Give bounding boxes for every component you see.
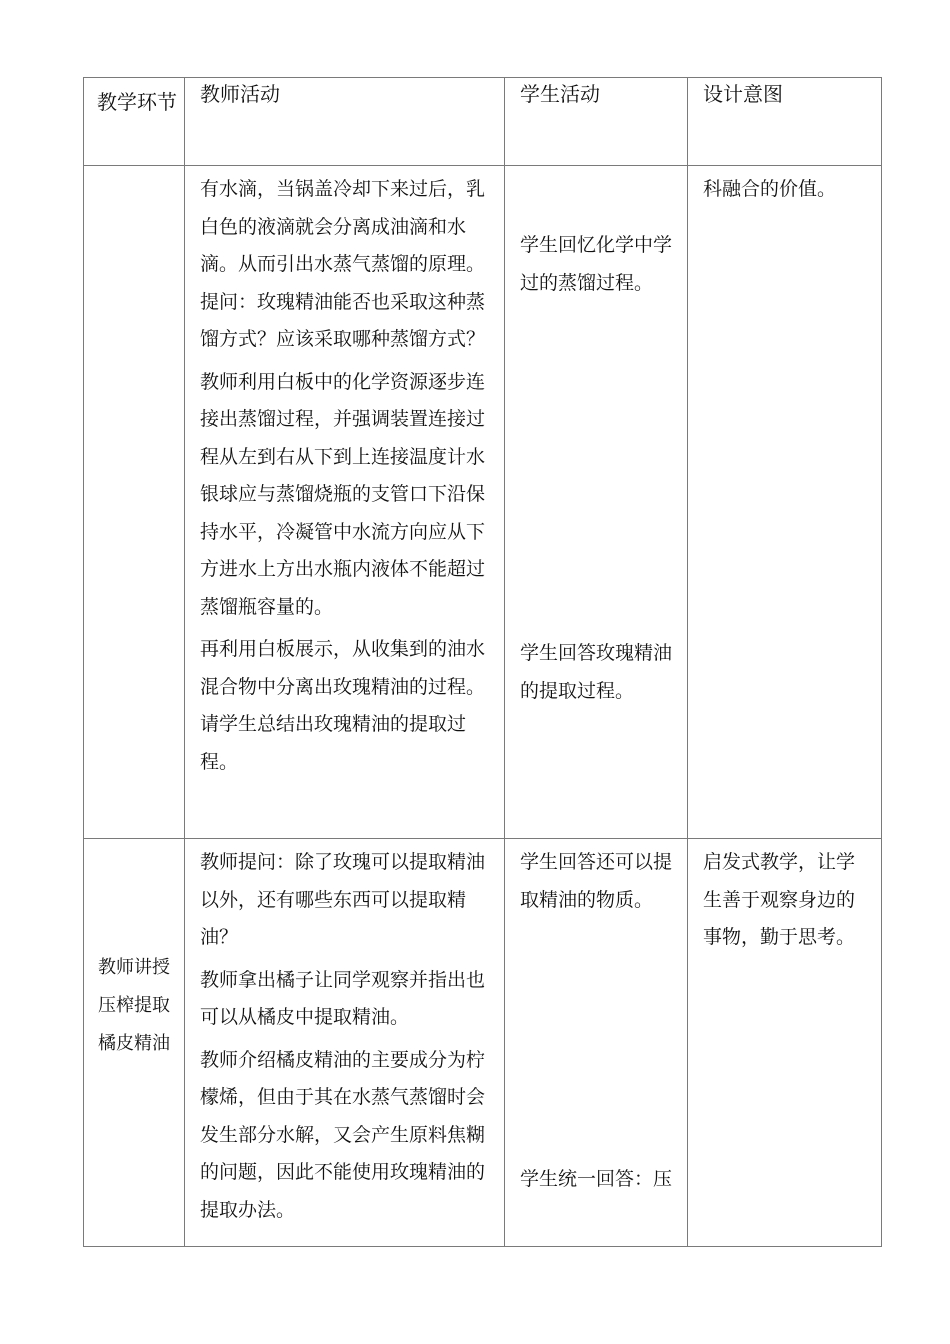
design-paragraph: 科融合的价值。 bbox=[703, 178, 837, 200]
student-paragraph: 学生统一回答：压 bbox=[520, 1168, 673, 1190]
teacher-paragraph: 教师拿出橘子让同学观察并指出也可以从橘皮中提取精油。 bbox=[200, 968, 486, 1028]
stage-cell bbox=[84, 166, 185, 839]
header-student-activity: 学生活动 bbox=[505, 78, 688, 166]
teacher-paragraph: 教师介绍橘皮精油的主要成分为柠檬烯，但由于其在水蒸气蒸馏时会发生部分水解，又会产生原料焦糊的问题，因此不能使用玫瑰精油的提取办法。 bbox=[200, 1048, 486, 1221]
table-row bbox=[84, 166, 882, 839]
teacher-paragraph: 教师提问：除了玫瑰可以提取精油以外，还有哪些东西可以提取精油？ bbox=[200, 851, 486, 948]
header-design-intent: 设计意图 bbox=[688, 78, 882, 166]
teacher-paragraph: 再利用白板展示，从收集到的油水混合物中分离出玫瑰精油的过程。请学生总结出玫瑰精油的提取过程。 bbox=[200, 638, 486, 773]
student-activity-cell bbox=[505, 166, 688, 839]
student-paragraph: 学生回答还可以提取精油的物质。 bbox=[520, 851, 673, 911]
table-row bbox=[84, 839, 882, 1247]
design-intent-cell bbox=[688, 839, 882, 1247]
student-activity-cell bbox=[505, 839, 688, 1247]
header-stage: 教学环节 bbox=[84, 78, 185, 166]
stage-cell bbox=[84, 839, 185, 1247]
teacher-paragraph: 教师利用白板中的化学资源逐步连接出蒸馏过程，并强调装置连接过程从左到右从下到上连接温度计水银球应与蒸馏烧瓶的支管口下沿保持水平，冷凝管中水流方向应从下方进水上方出水瓶内液体不能超过蒸馏瓶容量的。 bbox=[200, 370, 486, 618]
design-paragraph: 启发式教学，让学生善于观察身边的事物，勤于思考。 bbox=[703, 851, 856, 948]
student-paragraph: 学生回忆化学中学过的蒸馏过程。 bbox=[520, 234, 673, 294]
lesson-plan-table bbox=[83, 77, 882, 1247]
student-paragraph: 学生回答玫瑰精油的提取过程。 bbox=[520, 642, 673, 702]
stage-line: 橘皮精油 bbox=[98, 1033, 170, 1054]
lesson-plan-page bbox=[83, 77, 881, 1247]
stage-line: 压榨提取 bbox=[98, 995, 170, 1016]
teacher-activity-cell bbox=[185, 166, 505, 839]
table-header-row bbox=[84, 78, 882, 166]
header-teacher-activity: 教师活动 bbox=[185, 78, 505, 166]
teacher-paragraph: 有水滴，当锅盖冷却下来过后，乳白色的液滴就会分离成油滴和水滴。从而引出水蒸气蒸馏的原理。提问：玫瑰精油能否也采取这种蒸馏方式？应该采取哪种蒸馏方式？ bbox=[200, 178, 486, 350]
design-intent-cell bbox=[688, 166, 882, 839]
stage-line: 教师讲授 bbox=[98, 957, 170, 978]
teacher-activity-cell bbox=[185, 839, 505, 1247]
